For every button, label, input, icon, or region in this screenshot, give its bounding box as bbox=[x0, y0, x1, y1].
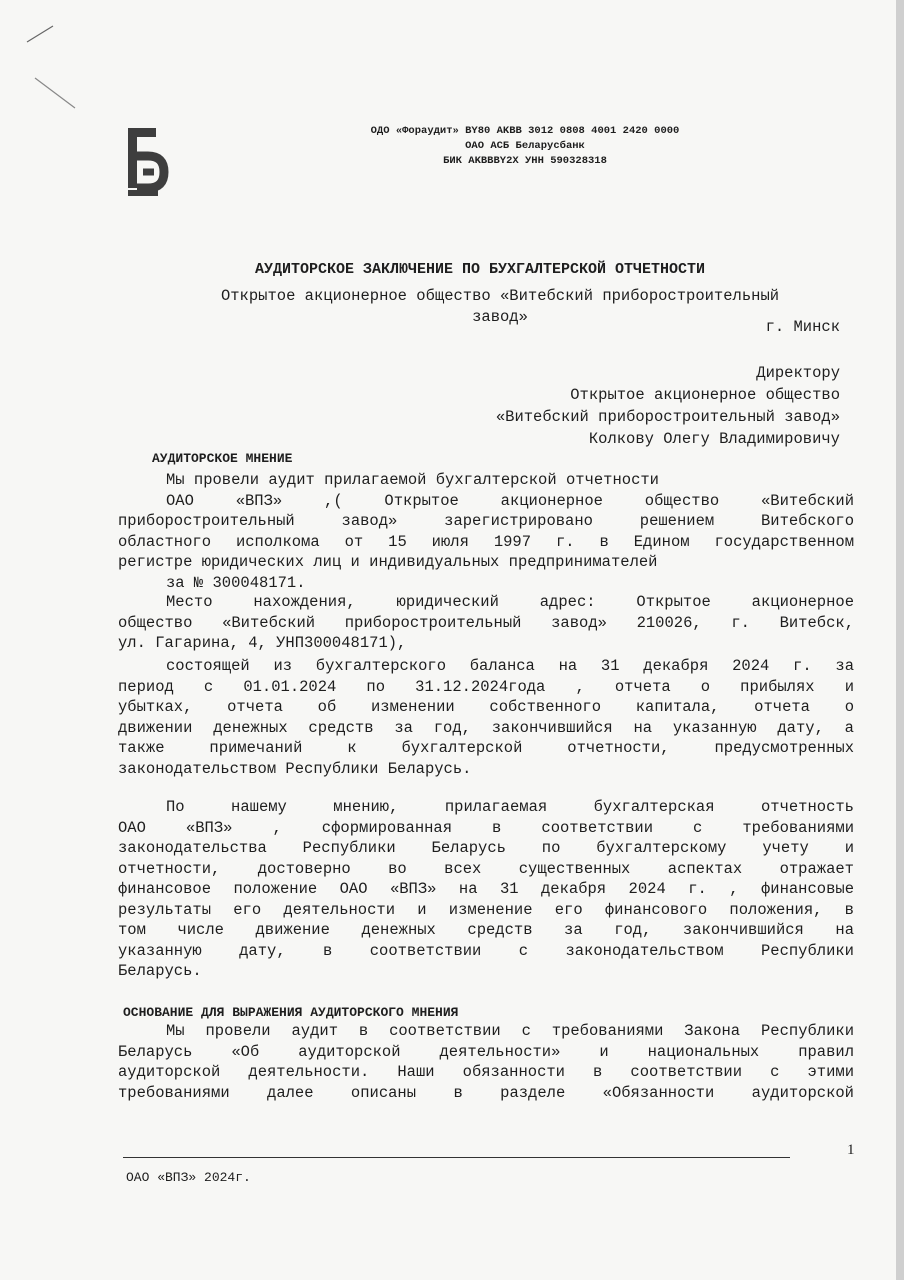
text-line: ул. Гагарина, 4, УНП300048171), bbox=[118, 634, 407, 652]
text-line: ОАО «ВПЗ» ,( Открытое акционерное общество «Витебский bbox=[166, 491, 854, 510]
scan-mark-lines bbox=[25, 20, 85, 110]
text-line: отчетности, достоверно во всех существенных аспектах отражает bbox=[118, 859, 854, 878]
text-line: законодательства Республики Беларусь по бухгалтерскому учету и bbox=[118, 839, 854, 857]
text-line: Мы провели аудит прилагаемой бухгалтерской отчетности bbox=[166, 471, 659, 489]
entity-line: Открытое акционерное общество «Витебский приборостроительный bbox=[220, 287, 780, 305]
section-heading-basis: ОСНОВАНИЕ ДЛЯ ВЫРАЖЕНИЯ АУДИТОРСКОГО МНЕНИЯ bbox=[123, 1005, 459, 1020]
text-line: состоящей из бухгалтерского баланса на 31 декабря 2024 г. за bbox=[166, 657, 854, 675]
bank-line: ОДО «Фораудит» BY80 AKBB 3012 0808 4001 2420 0000 bbox=[370, 125, 680, 137]
text-line: приборостроительный завод» зарегистрировано решением Витебского bbox=[118, 512, 854, 530]
addressee-block bbox=[496, 362, 840, 450]
paragraph-statements bbox=[118, 656, 854, 779]
text-line: за № 300048171. bbox=[166, 573, 306, 592]
document-title: АУДИТОРСКОЕ ЗАКЛЮЧЕНИЕ ПО БУХГАЛТЕРСКОЙ ОТЧЕТНОСТИ bbox=[254, 261, 706, 278]
text-line: Беларусь. bbox=[118, 962, 202, 980]
entity-line: завод» bbox=[472, 308, 528, 326]
text-line: областного исполкома от 15 июля 1997 г. в Едином государственном bbox=[118, 532, 854, 551]
page-number: 1 bbox=[847, 1142, 855, 1158]
audited-entity bbox=[160, 286, 840, 328]
text-line: Место нахождения, юридический адрес: Открытое акционерное bbox=[166, 593, 854, 611]
paragraph-address bbox=[118, 592, 854, 654]
text-line: Беларусь «Об аудиторской деятельности» и национальных правил bbox=[118, 1042, 854, 1061]
paragraph-basis bbox=[118, 1021, 854, 1103]
text-line: результаты его деятельности и изменение его финансового положения, в bbox=[118, 900, 854, 919]
bank-details bbox=[330, 124, 720, 169]
text-line: ОАО «ВПЗ» , сформированная в соответствии с требованиями bbox=[118, 818, 854, 837]
text-line: движении денежных средств за год, закончившийся на указанную дату, а bbox=[118, 718, 854, 737]
text-line: убытках, отчета об изменении собственного капитала, отчета о bbox=[118, 698, 854, 716]
text-line: период с 01.01.2024 по 31.12.2024года , отчета о прибылях и bbox=[118, 677, 854, 696]
text-line: финансовое положение ОАО «ВПЗ» на 31 декабря 2024 г. , финансовые bbox=[118, 880, 854, 898]
addressee-line: Открытое акционерное общество bbox=[570, 386, 840, 404]
text-line: указанную дату, в соответствии с законодательством Республики bbox=[118, 941, 854, 960]
text-line: законодательством Республики Беларусь. bbox=[118, 759, 472, 778]
footer-text: ОАО «ВПЗ» 2024г. bbox=[126, 1170, 251, 1185]
section-heading-opinion: АУДИТОРСКОЕ МНЕНИЕ bbox=[152, 451, 293, 466]
company-logo-icon bbox=[126, 126, 170, 198]
city: г. Минск bbox=[765, 318, 840, 336]
bank-line: БИК AKBBBY2X УНН 590328318 bbox=[443, 155, 607, 167]
paragraph-audit-scope bbox=[118, 470, 854, 593]
addressee-line: «Витебский приборостроительный завод» bbox=[495, 408, 840, 426]
footer-divider bbox=[123, 1157, 790, 1158]
text-line: Мы провели аудит в соответствии с требованиями Закона Республики bbox=[166, 1022, 854, 1040]
text-line: том числе движение денежных средств за год, закончившийся на bbox=[118, 921, 854, 939]
text-line: также примечаний к бухгалтерской отчетности, предусмотренных bbox=[118, 739, 854, 757]
addressee-line: Директору bbox=[756, 364, 840, 382]
scan-edge bbox=[896, 0, 904, 1280]
bank-line: ОАО АСБ Беларусбанк bbox=[465, 140, 585, 152]
addressee-line: Колкову Олегу Владимировичу bbox=[588, 430, 840, 448]
text-line: аудиторской деятельности. Наши обязанности в соответствии с этими bbox=[118, 1063, 854, 1081]
text-line: По нашему мнению, прилагаемая бухгалтерская отчетность bbox=[166, 798, 854, 816]
text-line: регистре юридических лиц и индивидуальных предпринимателей bbox=[118, 553, 658, 571]
text-line: требованиями далее описаны в разделе «Обязанности аудиторской bbox=[118, 1083, 854, 1102]
paragraph-opinion bbox=[118, 797, 854, 982]
text-line: общество «Витебский приборостроительный завод» 210026, г. Витебск, bbox=[118, 613, 854, 632]
